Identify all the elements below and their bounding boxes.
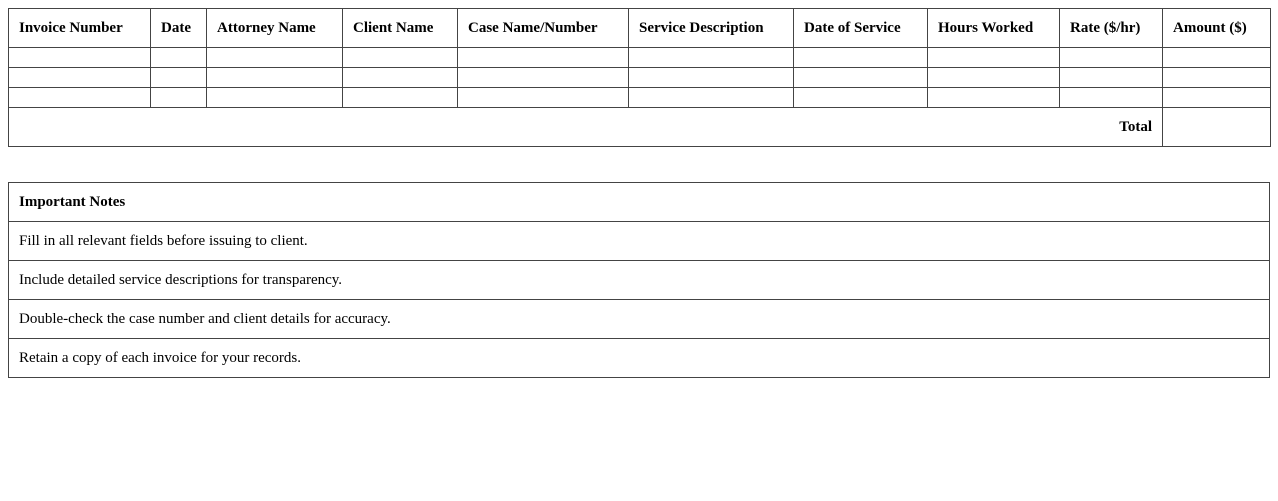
total-label: Total	[9, 108, 1163, 147]
header-amount: Amount ($)	[1163, 9, 1271, 48]
table-cell[interactable]	[151, 68, 207, 88]
table-cell[interactable]	[1163, 68, 1271, 88]
table-cell[interactable]	[928, 88, 1060, 108]
header-attorney-name: Attorney Name	[207, 9, 343, 48]
note-text: Include detailed service descriptions for transparency.	[9, 261, 1270, 300]
header-service-description: Service Description	[629, 9, 794, 48]
table-cell[interactable]	[9, 88, 151, 108]
table-cell[interactable]	[343, 68, 458, 88]
table-cell[interactable]	[9, 48, 151, 68]
note-text: Retain a copy of each invoice for your records.	[9, 339, 1270, 378]
table-cell[interactable]	[151, 88, 207, 108]
header-hours-worked: Hours Worked	[928, 9, 1060, 48]
table-cell[interactable]	[794, 88, 928, 108]
table-cell[interactable]	[928, 48, 1060, 68]
invoice-table	[8, 8, 1271, 147]
header-date-of-service: Date of Service	[794, 9, 928, 48]
table-row	[9, 88, 1271, 108]
header-case-name-number: Case Name/Number	[458, 9, 629, 48]
list-item	[9, 222, 1270, 261]
table-cell[interactable]	[151, 48, 207, 68]
total-row	[9, 108, 1271, 147]
table-cell[interactable]	[1060, 88, 1163, 108]
table-cell[interactable]	[1060, 68, 1163, 88]
table-cell[interactable]	[1163, 88, 1271, 108]
table-cell[interactable]	[207, 68, 343, 88]
table-cell[interactable]	[794, 48, 928, 68]
table-cell[interactable]	[9, 68, 151, 88]
table-row	[9, 68, 1271, 88]
table-cell[interactable]	[629, 68, 794, 88]
list-item	[9, 261, 1270, 300]
header-date: Date	[151, 9, 207, 48]
table-cell[interactable]	[794, 68, 928, 88]
table-cell[interactable]	[1163, 48, 1271, 68]
notes-heading-row	[9, 183, 1270, 222]
invoice-header-row	[9, 9, 1271, 48]
total-value[interactable]	[1163, 108, 1271, 147]
header-client-name: Client Name	[343, 9, 458, 48]
list-item	[9, 300, 1270, 339]
notes-heading: Important Notes	[9, 183, 1270, 222]
header-invoice-number: Invoice Number	[9, 9, 151, 48]
list-item	[9, 339, 1270, 378]
note-text: Double-check the case number and client details for accuracy.	[9, 300, 1270, 339]
note-text: Fill in all relevant fields before issuing to client.	[9, 222, 1270, 261]
table-cell[interactable]	[1060, 48, 1163, 68]
table-cell[interactable]	[207, 48, 343, 68]
table-cell[interactable]	[343, 48, 458, 68]
table-cell[interactable]	[343, 88, 458, 108]
table-cell[interactable]	[928, 68, 1060, 88]
table-row	[9, 48, 1271, 68]
notes-table	[8, 182, 1270, 378]
table-cell[interactable]	[629, 48, 794, 68]
table-cell[interactable]	[458, 48, 629, 68]
table-cell[interactable]	[458, 88, 629, 108]
table-cell[interactable]	[629, 88, 794, 108]
table-cell[interactable]	[458, 68, 629, 88]
table-cell[interactable]	[207, 88, 343, 108]
header-rate: Rate ($/hr)	[1060, 9, 1163, 48]
